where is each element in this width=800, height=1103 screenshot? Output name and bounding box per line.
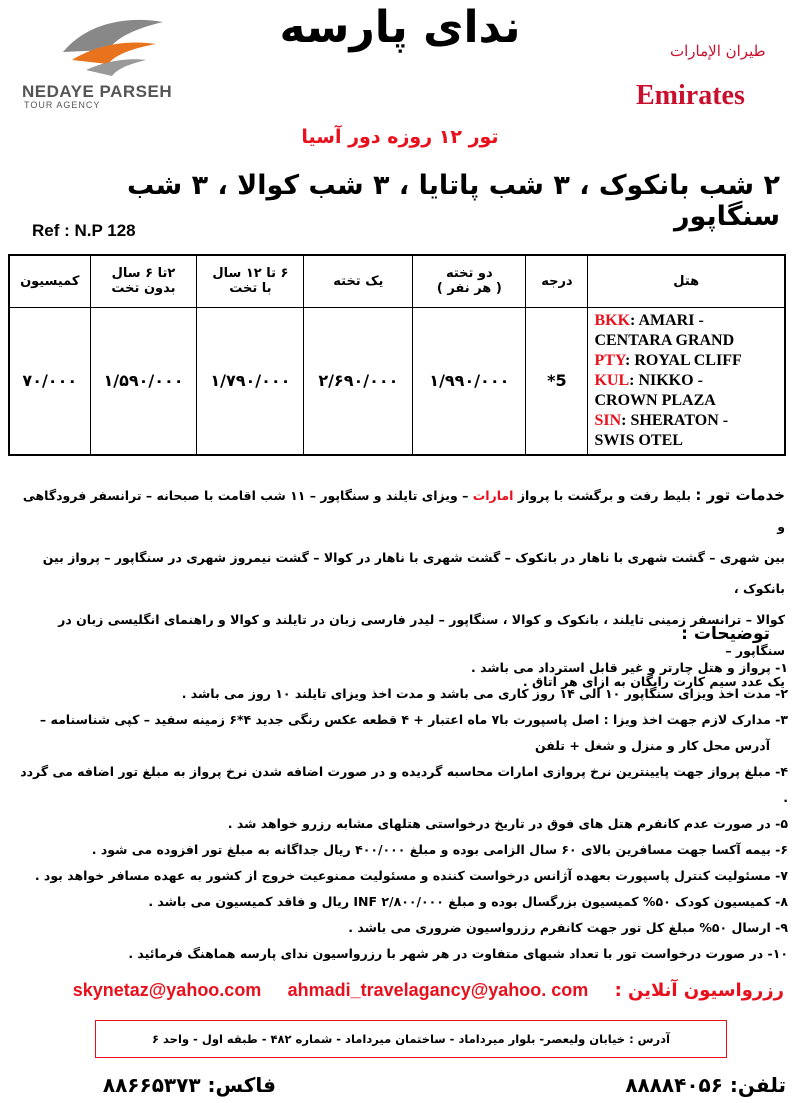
- header-child-nobed-line2: بدون تخت: [111, 281, 176, 297]
- hotel-name: : ROYAL CLIFF: [624, 351, 742, 369]
- cell-child-bed-price: ۱/۷۹۰/۰۰۰: [197, 307, 304, 455]
- tour-title: تور ۱۲ روزه دور آسیا: [301, 126, 499, 148]
- hotel-line: [594, 391, 784, 411]
- agency-logo: [18, 14, 208, 110]
- header-child-bed-line1: ۶ تا ۱۲ سال: [212, 266, 289, 282]
- services-line: یک عدد سیم کارت رایگان به ازای هر اتاق .: [522, 674, 785, 689]
- table-row: [9, 307, 785, 455]
- header-child-nobed-line1: ۲تا ۶ سال: [111, 266, 176, 282]
- header-child-nobed: [90, 255, 197, 307]
- reference-code: Ref : N.P 128: [32, 221, 136, 240]
- hotel-line: [594, 371, 784, 391]
- list-item: ۱۰- در صورت درخواست تور با تعداد شبهای متفاوت در هر شهر با رزرواسیون ندای پارسه هماهنگ فرمائید .: [128, 946, 788, 961]
- services-airline: امارات: [472, 488, 514, 503]
- table-header-row: [9, 255, 785, 307]
- phone-number: تلفن: ۸۸۸۸۴۰۵۶: [625, 1073, 786, 1097]
- city-code: PTY: [594, 351, 625, 369]
- fax-number: فاکس: ۸۸۶۶۵۳۷۳: [102, 1073, 276, 1097]
- services-text: بلیط رفت و برگشت با پرواز: [517, 488, 692, 503]
- services-line: بین شهری – گشت شهری با ناهار در بانکوک – گشت شهری با ناهار در کوالا – گشت نیمروز شهری در سنگاپور – پرواز بین بانکوک ،: [42, 550, 785, 596]
- list-item: ۴- مبلغ پرواز جهت پایینترین نرخ پروازی امارات محاسبه گردیده و در صورت اضافه شدن نرخ پرواز به مبلغ تور اضافه می گردد .: [20, 764, 788, 805]
- hotel-line: [594, 311, 784, 331]
- airline-name: Emirates: [636, 80, 745, 111]
- list-item: آدرس محل کار و منزل و شغل + تلفن: [534, 738, 770, 753]
- hotel-name: SWIS OTEL: [594, 431, 683, 449]
- header-hotel: هتل: [588, 255, 785, 307]
- cell-double-price: ۱/۹۹۰/۰۰۰: [413, 307, 526, 455]
- list-item: ۱- پرواز و هتل چارتر و غیر قابل استرداد می باشد .: [470, 660, 788, 675]
- address: آدرس : خیابان ولیعصر- بلوار میرداماد - ساختمان میرداماد - شماره ۴۸۲ - طبقه اول - واحد ۶: [95, 1020, 727, 1058]
- email-link-ahmadi[interactable]: ahmadi_travelagancy@yahoo. com: [287, 980, 589, 1000]
- online-reservation: [14, 980, 784, 1001]
- header-child-bed: [197, 255, 304, 307]
- list-item: ۸- کمیسیون کودک ۵۰% کمیسیون بزرگسال بوده و مبلغ INF ۲/۸۰۰/۰۰۰ ریال و فاقد کمیسیون می باشد .: [148, 894, 788, 909]
- hotel-name: CROWN PLAZA: [594, 391, 716, 409]
- agency-subtitle: TOUR AGENCY: [24, 100, 101, 110]
- hotel-name: : AMARI -: [630, 311, 704, 329]
- cell-commission: ۷۰/۰۰۰: [9, 307, 90, 455]
- services-line: [20, 480, 785, 542]
- bird-icon: [58, 14, 168, 80]
- services-line: کوالا – ترانسفر زمینی تایلند ، بانکوک و کوالا ، سنگاپور – لیدر فارسی زبان در تایلند و کوالا و راهنمای انگلیسی زبان در سنگاپور –: [58, 612, 785, 658]
- header-commission: کمیسیون: [9, 255, 90, 307]
- header-single: یک تخته: [304, 255, 413, 307]
- page-title: ندای پارسه: [279, 2, 521, 53]
- agency-name: NEDAYE PARSEH: [22, 82, 173, 101]
- city-code: BKK: [594, 311, 631, 329]
- email-link-skynet[interactable]: skynetaz@yahoo.com: [72, 980, 262, 1000]
- hotel-name: : NIKKO -: [629, 371, 703, 389]
- list-item: ۶- بیمه آکسا جهت مسافرین بالای ۶۰ سال الزامی بوده و مبلغ ۴۰۰/۰۰۰ ریال جداگانه به مبلغ تور افزوده می شود .: [91, 842, 788, 857]
- header-double-line1: دو تخته: [445, 266, 493, 282]
- list-item: ۷- مسئولیت کنترل پاسپورت بعهده آژانس درخواست کننده و مسئولیت ممنوعیت خروج از کشور به عهده مسافر خواهد بود .: [34, 868, 788, 883]
- hotel-name: CENTARA GRAND: [594, 331, 735, 349]
- cell-single-price: ۲/۶۹۰/۰۰۰: [304, 307, 413, 455]
- hotel-name: : SHERATON -: [621, 411, 729, 429]
- hotel-list: [588, 307, 785, 455]
- hotel-line: [594, 331, 784, 351]
- services-label: خدمات تور :: [695, 486, 785, 504]
- header-grade: درجه: [526, 255, 588, 307]
- hotel-line: [594, 351, 784, 371]
- cell-child-nobed-price: ۱/۵۹۰/۰۰۰: [90, 307, 197, 455]
- header-double: [413, 255, 526, 307]
- airline-arabic-logotype: طيران الإمارات: [670, 42, 766, 60]
- hotel-line: [594, 411, 784, 431]
- header-double-line2: ( هر نفر ): [436, 281, 502, 297]
- notes-title: توضیحات :: [681, 624, 770, 644]
- notes-list: [16, 655, 788, 967]
- list-item: ۵- در صورت عدم کانفرم هتل های فوق در تاریخ درخواستی هتلهای مشابه رزرو خواهد شد .: [227, 816, 788, 831]
- online-label: رزرواسیون آنلاین :: [614, 980, 784, 1001]
- services-text: – ویزای تایلند و سنگاپور – ۱۱ شب اقامت با صبحانه – ترانسفر فرودگاهی و: [22, 488, 785, 534]
- hotel-line: [594, 431, 784, 451]
- list-item: ۹- ارسال ۵۰% مبلغ کل تور جهت کانفرم رزرواسیون ضروری می باشد .: [348, 920, 788, 935]
- header-child-bed-line2: با تخت: [229, 281, 272, 297]
- city-code: SIN: [594, 411, 622, 429]
- price-table: [8, 254, 786, 456]
- itinerary: ۲ شب بانکوک ، ۳ شب پاتایا ، ۳ شب کوالا ، ۳ شب سنگاپور: [127, 170, 780, 232]
- city-code: KUL: [594, 371, 630, 389]
- list-item: ۲- مدت اخذ ویزای سنگاپور ۱۰ الی ۱۴ روز کاری می باشد و مدت اخذ ویزای تایلند ۱۰ روز می باشد .: [181, 686, 788, 701]
- list-item: ۳- مدارک لازم جهت اخذ ویزا : اصل پاسپورت با۷ ماه اعتبار + ۴ قطعه عکس رنگی جدید ۴*۶ زمینه سفید – کپی شناسنامه –: [39, 712, 788, 727]
- cell-grade: 5*: [526, 307, 588, 455]
- airline-logo: [630, 22, 780, 112]
